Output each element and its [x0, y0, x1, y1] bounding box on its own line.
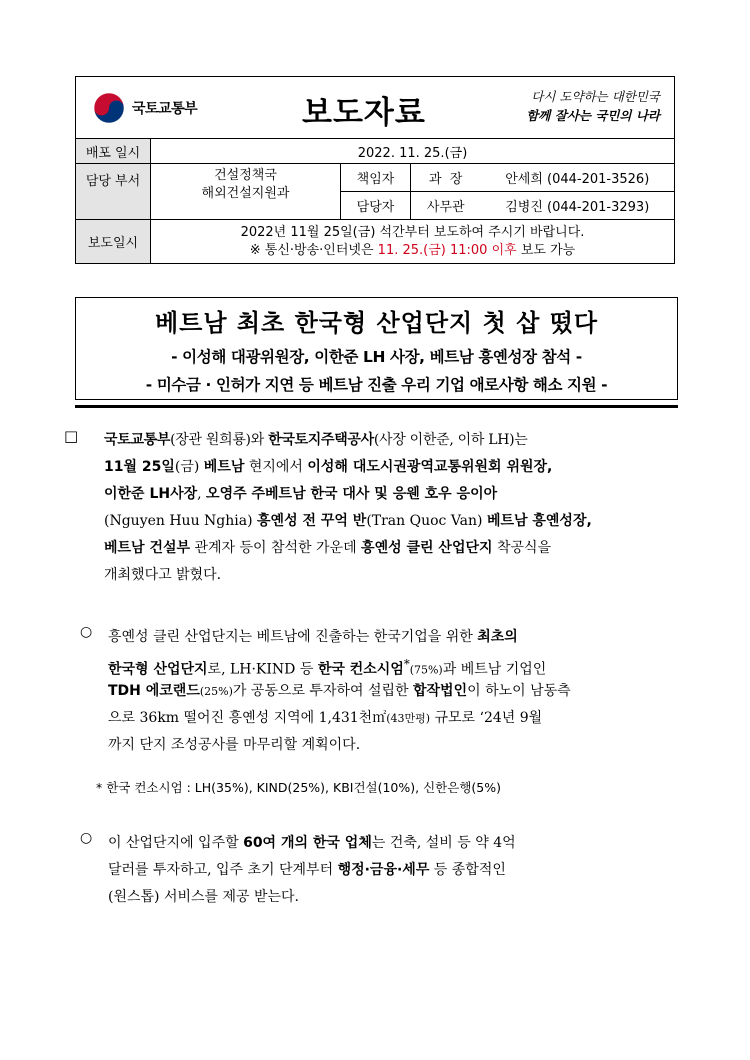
- p2-footnote-mark: *: [403, 657, 410, 671]
- p1-weekday: (금): [174, 459, 204, 475]
- p2-lh-kind: 로, LH·KIND 등: [207, 661, 318, 678]
- p1-line-6: 개최했다고 밝혔다.: [104, 567, 222, 583]
- p1-ambassador: 오영주 주베트남 한국 대사 및 응웬 호우 응이아: [206, 486, 498, 502]
- p1-minister: (장관 원희룡)와: [170, 432, 269, 448]
- p1-ministry: 국토교통부: [104, 432, 171, 448]
- p2-vn-company: 과 베트남 기업인: [442, 661, 547, 678]
- headline-divider: [75, 405, 678, 408]
- p1-onsite: 현지에서: [244, 459, 308, 475]
- p1-line-4: [64, 508, 684, 535]
- p1-lh-president: 이한준 LH사장: [104, 486, 198, 502]
- p2-korean-complex: 한국형 산업단지: [108, 661, 208, 678]
- p2-intro: 흥옌성 클린 산업단지는 베트남에 진출하는 한국기업을 위한: [108, 629, 478, 645]
- p2-share-25: (25%): [199, 685, 233, 698]
- p3-investment: 는 건축, 설비 등 약 4억: [371, 835, 516, 851]
- p3-line-2: [80, 857, 685, 884]
- p1-date: 11월 25일: [104, 459, 175, 475]
- p3-dollars: 달러를 투자하고, 입주 초기 단계부터: [108, 862, 338, 878]
- circle-bullet-icon: ○: [80, 830, 93, 846]
- p1-industrial-complex: 흥옌성 클린 산업단지: [361, 540, 493, 556]
- p2-consortium: 한국 컨소시엄: [317, 661, 404, 678]
- dept-name-line-1: 건설정책국: [214, 168, 277, 183]
- p3-line-3: (원스톱) 서비스를 제공 받는다.: [108, 889, 300, 905]
- circle-bullet-icon: ○: [80, 624, 93, 640]
- responsible-person: 안세희 (044-201-3526): [481, 164, 675, 192]
- embargo-line-2-suffix: 보도 가능: [516, 242, 576, 258]
- slogan-line-1: 다시 도약하는 대한민국: [531, 89, 660, 104]
- square-bullet-icon: □: [64, 427, 79, 445]
- p1-vietnam: 베트남: [203, 459, 245, 475]
- p2-line-4: [80, 705, 685, 732]
- p1-line-3: [64, 481, 684, 508]
- consortium-footnote: * 한국 컨소시엄 : LH(35%), KIND(25%), KBI건설(10%), 신한은행(5%): [96, 780, 501, 795]
- p2-line-2: [80, 651, 685, 678]
- p3-services: 행정·금융·세무: [337, 862, 430, 878]
- p1-groundbreaking: 착공식을: [492, 540, 552, 556]
- p2-first: 최초의: [477, 629, 518, 645]
- p2-tdh: TDH 에코랜드: [108, 683, 200, 699]
- p3-line-1: [80, 830, 685, 857]
- p2-share-75: (75%): [409, 663, 443, 677]
- slogan-line-2: 함께 잘사는 국민의 나라: [526, 108, 660, 123]
- p2-joint: 가 공동으로 투자하여 설립한: [232, 683, 413, 699]
- p1-line-1: [64, 427, 684, 454]
- p3-companies: 60여 개의 한국 업체: [243, 835, 372, 851]
- p3-intro: 이 산업단지에 입주할: [108, 835, 244, 851]
- p1-lh: 한국토지주택공사: [268, 432, 374, 448]
- p1-chairman: 이성해 대도시권광역교통위원회 위원장,: [307, 459, 553, 475]
- headline-subtitle-2: - 미수금 · 인허가 지연 등 베트남 진출 우리 기업 애로사항 해소 지원 -: [145, 376, 608, 394]
- paragraph-2: [80, 624, 685, 759]
- p1-line-2: [64, 454, 684, 481]
- ministry-name: 국토교통부: [132, 101, 198, 117]
- dept-label: 담당 부서: [76, 164, 151, 220]
- slogan: [500, 87, 660, 125]
- p1-lh-ceo: (사장 이한준, 이하 LH)는: [373, 432, 528, 448]
- release-date-label: 배포 일시: [76, 139, 151, 164]
- embargo-line-2: [151, 242, 674, 260]
- contact-role: 담당자: [341, 192, 411, 220]
- p1-tran: 흥옌성 전 꾸억 반: [257, 513, 367, 529]
- headline-box: [75, 297, 678, 400]
- release-date: 2022. 11. 25.(금): [151, 139, 675, 164]
- p2-line-1: [80, 624, 685, 651]
- embargo-line-2-prefix: ※ 통신·방송·인터넷은: [249, 242, 378, 258]
- embargo-time: 11. 25.(금) 11:00 이후: [377, 242, 517, 258]
- p2-area: 으로 36km 떨어진 흥옌성 지역에 1,431천㎡: [108, 710, 387, 726]
- dept-name-line-2: 해외건설지원과: [201, 186, 290, 201]
- p2-hanoi: 이 하노이 남동측: [467, 683, 571, 699]
- dept-name: [151, 164, 341, 220]
- p2-schedule: 규모로 ‘24년 9월: [430, 710, 543, 726]
- p2-line-5: 까지 단지 조성공사를 마무리할 계획이다.: [108, 737, 361, 753]
- p2-pyeong: (43만평): [386, 712, 431, 725]
- responsible-role: 책임자: [341, 164, 411, 192]
- p2-line-3: [80, 678, 685, 705]
- p1-tran-en: (Tran Quoc Van): [366, 513, 487, 529]
- p1-nghia: (Nguyen Huu Nghia): [104, 513, 258, 529]
- headline-title: 베트남 최초 한국형 산업단지 첫 삽 떴다: [154, 309, 599, 337]
- responsible-title: 과 장: [411, 164, 481, 192]
- p1-attendees: 관계자 등이 참석한 가운데: [190, 540, 362, 556]
- press-release-header: [75, 76, 675, 264]
- p1-line-5: [64, 535, 684, 562]
- logo-banner: [76, 77, 675, 139]
- ministry-logo: [92, 91, 197, 125]
- paragraph-3: [80, 830, 685, 911]
- p3-comprehensive: 등 종합적인: [429, 862, 506, 878]
- contact-person: 김병진 (044-201-3293): [481, 192, 675, 220]
- embargo-notice: [151, 220, 675, 264]
- embargo-line-1: 2022년 11월 25일(금) 석간부터 보도하여 주시기 바랍니다.: [240, 224, 585, 240]
- p2-jv: 합작법인: [413, 683, 468, 699]
- contact-title: 사무관: [411, 192, 481, 220]
- p1-governor: 베트남 흥옌성장,: [486, 513, 592, 529]
- headline-subtitle-1: - 이성해 대광위원장, 이한준 LH 사장, 베트남 흥옌성장 참석 -: [171, 348, 582, 366]
- paragraph-1: [64, 427, 684, 589]
- p1-ministry-construction: 베트남 건설부: [104, 540, 191, 556]
- press-release-title: 보도자료: [302, 95, 426, 131]
- p1-comma: ,: [197, 486, 207, 502]
- taegeuk-emblem-icon: [92, 91, 126, 125]
- embargo-label: 보도일시: [76, 220, 151, 264]
